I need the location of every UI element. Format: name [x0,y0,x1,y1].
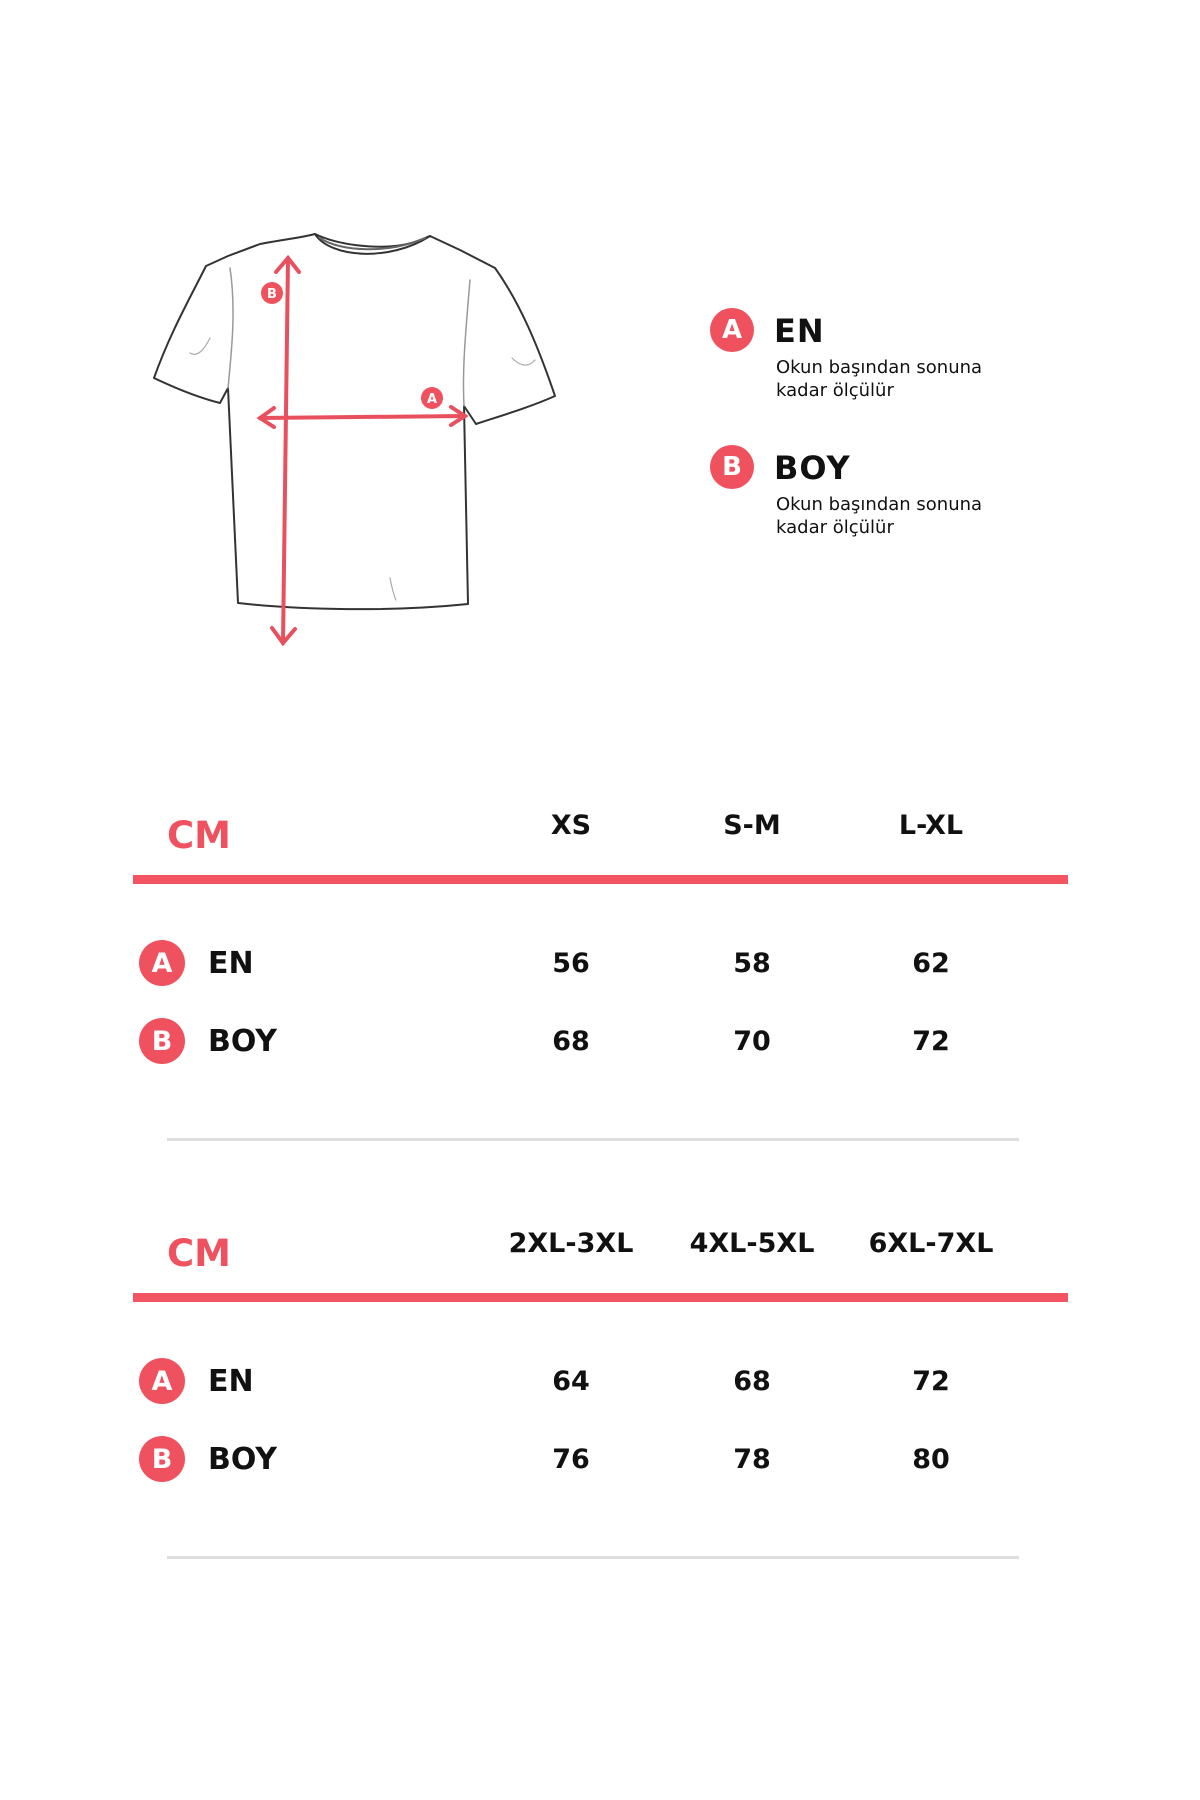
boy-arrow [283,258,288,643]
diagram-badge-b-text: B [267,287,277,302]
table-cell: 72 [912,1366,950,1397]
legend-title-en: EN [774,312,825,350]
legend-desc-line2: kadar ölçülür [776,380,894,401]
diagram-badge-a-text: A [426,392,438,407]
measure-arrows [260,258,465,643]
row-label: BOY [208,1024,278,1059]
table-row-en [133,1358,1068,1408]
row-label: EN [208,946,254,981]
table-bottom-rule [167,1556,1019,1559]
row-badge-b: B [139,1436,185,1482]
tshirt-illustration [150,228,570,668]
row-badge-a: A [139,1358,185,1404]
table-cell: 80 [912,1444,950,1475]
table-cell: 76 [552,1444,590,1475]
legend-description-boy [776,493,1036,539]
table-cell: 56 [552,948,590,979]
table-row-en [133,940,1068,990]
table-cell: 62 [912,948,950,979]
table-cell: 70 [733,1026,771,1057]
header-divider [133,1293,1068,1302]
table-cell: 68 [552,1026,590,1057]
diagram-badge-a [421,387,443,409]
legend-desc-line1: Okun başından sonuna [776,357,983,378]
size-header-2xl-3xl: 2XL-3XL [508,1228,634,1259]
row-label: BOY [208,1442,278,1477]
table-bottom-rule [167,1138,1019,1141]
legend-desc-line1: Okun başından sonuna [776,494,983,515]
size-header-xs: XS [550,810,592,841]
table-row-boy [133,1018,1068,1068]
size-header-6xl-7xl: 6XL-7XL [868,1228,994,1259]
table-row-boy [133,1436,1068,1486]
size-header-4xl-5xl: 4XL-5XL [689,1228,815,1259]
row-badge-a: A [139,940,185,986]
row-label: EN [208,1364,254,1399]
legend-desc-line2: kadar ölçülür [776,517,894,538]
legend-badge-b: B [710,445,754,489]
diagram-badge-b [261,282,283,304]
size-header-s-m: S-M [723,810,781,841]
table-cell: 64 [552,1366,590,1397]
size-header-l-xl: L-XL [898,810,964,841]
row-badge-b: B [139,1018,185,1064]
table-unit-label: CM [167,814,231,857]
table-cell: 68 [733,1366,771,1397]
legend-badge-a: A [710,308,754,352]
table-cell: 58 [733,948,771,979]
table-cell: 72 [912,1026,950,1057]
table-cell: 78 [733,1444,771,1475]
en-arrow [260,416,465,418]
table-unit-label: CM [167,1232,231,1275]
legend-title-boy: BOY [774,449,851,487]
legend-description-en [776,356,1036,402]
header-divider [133,875,1068,884]
tshirt-outline [154,234,555,609]
